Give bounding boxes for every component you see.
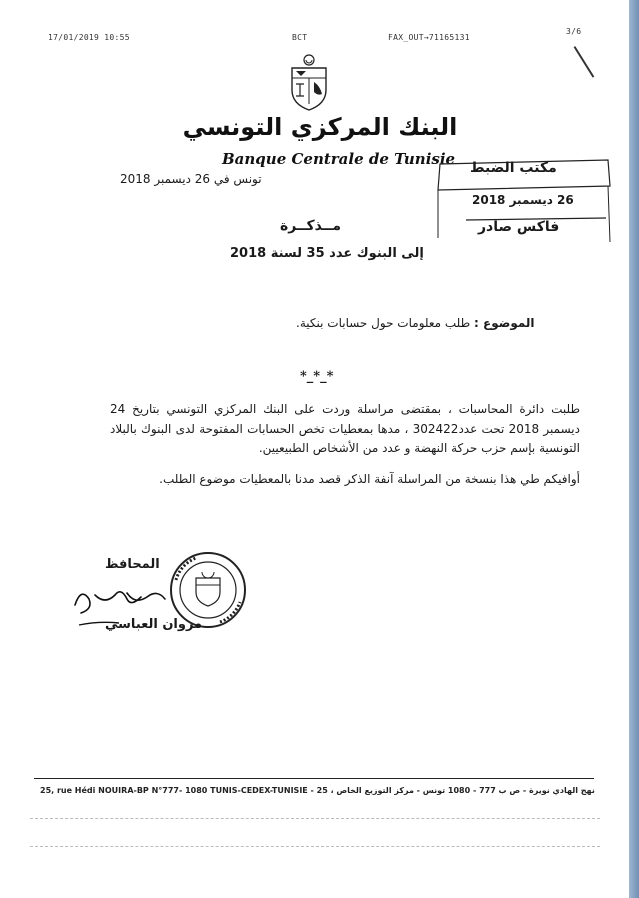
body-paragraph-2: أوافيكم طي هذا بنسخة من المراسلة آنفة الذكر قصد مدنا بالمعطيات موضوع الطلب. [159, 472, 580, 486]
stamp-fax-out: فاكس صادر [478, 219, 560, 235]
bank-name-french: Banque Centrale de Tunisie [222, 150, 456, 168]
signer-title: المحافظ [105, 557, 160, 572]
subject-label: الموضوع : [474, 316, 535, 330]
bank-name-arabic: البنك المركزي التونسي [182, 113, 458, 141]
footer-rule [34, 778, 594, 779]
pen-stroke-mark [574, 46, 594, 77]
fax-header-number: FAX_OUT→71165131 [388, 33, 470, 42]
fax-header-sender: BCT [292, 33, 308, 42]
signer-name: مروان العباسي [105, 617, 203, 632]
memo-subject [296, 316, 535, 330]
section-separator: *_*_* [300, 369, 334, 384]
window-frame-edge [629, 0, 639, 898]
fax-header-timestamp: 17/01/2019 10:55 [48, 33, 130, 42]
subject-text: طلب معلومات حول حسابات بنكية. [296, 316, 471, 330]
stamp-date: 26 ديسمبر 2018 [472, 193, 574, 207]
footer-dotted-line [30, 818, 600, 819]
memo-reference: إلى البنوك عدد 35 لسنة 2018 [230, 246, 424, 261]
stamp-registry-office: مكتب الضبط [470, 160, 557, 176]
footer-dotted-line-2 [30, 846, 600, 847]
fax-header-page: 3/6 [566, 27, 582, 36]
document-date: تونس في 26 ديسمبر 2018 [120, 172, 262, 186]
body-paragraph-1: طلبت دائرة المحاسبات ، بمقتضى مراسلة وردت على البنك المركزي التونسي بتاريخ 24 ديسمبر 2018 تحت عدد302422 ، مدها بمعطيات تخص الحسابات المفتوحة لدى البنوك بالبلاد التونسية بإسم حزب حركة النهضة و عدد من الأشخاص الطبيعيين. [110, 402, 580, 455]
footer-address: 25, rue Hédi NOUIRA-BP N°777- 1080 TUNIS-CEDEX-TUNISIE - 25 ، نهج الهادي نويرة - ص ب 777 - 1080 تونس - مركز التوزيع الخاص [40, 786, 595, 795]
tunisian-emblem-icon [286, 52, 332, 112]
memo-title: مــذكــرة [280, 218, 342, 234]
